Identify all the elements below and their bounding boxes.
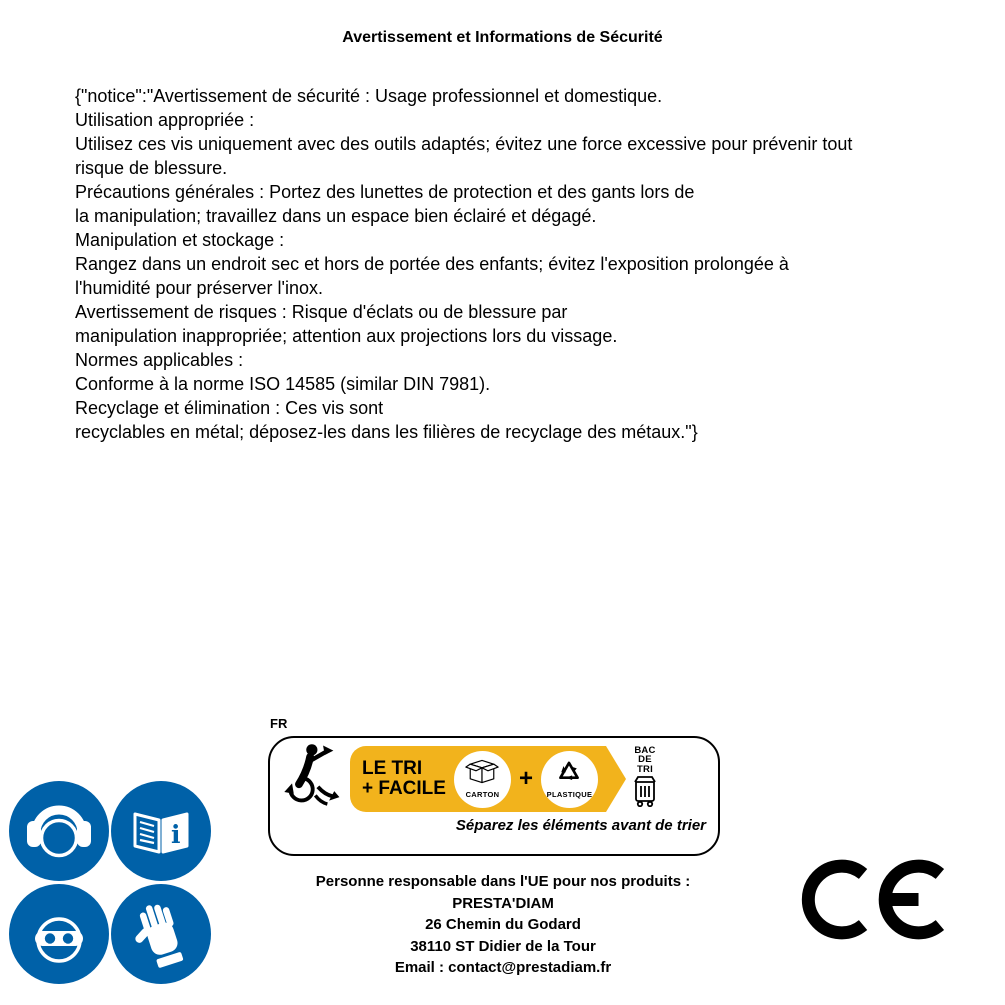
materials-plus-sign: + — [518, 765, 533, 792]
responsible-line: PRESTA'DIAM — [452, 894, 554, 912]
recycling-bin-icon — [632, 774, 658, 812]
responsible-line: 38110 ST Didier de la Tour — [410, 937, 596, 955]
read-manual-icon — [111, 781, 211, 881]
hand-protection-icon — [111, 884, 211, 984]
carton-material — [454, 751, 511, 808]
bac-de-tri-line: TRI — [637, 763, 653, 775]
responsible-line: 26 Chemin du Godard — [425, 916, 581, 933]
notice-line: recyclables en métal; déposez-les dans les filières de recyclage des métaux."} — [75, 422, 698, 442]
notice-line: la manipulation; travaillez dans un espace bien éclairé et dégagé. — [75, 206, 597, 226]
eu-responsible-block — [253, 871, 753, 979]
ce-marking-icon — [800, 853, 950, 951]
info-tri-row — [280, 743, 710, 815]
notice-line: {"notice":"Avertissement de sécurité : Usage professionnel et domestique. — [75, 86, 663, 106]
notice-line: Avertissement de risques : Risque d'éclats ou de blessure par — [75, 302, 568, 322]
triman-icon — [280, 742, 342, 816]
plastique-icon — [555, 759, 583, 789]
bac-de-tri — [632, 746, 658, 813]
notice-line: Conforme à la norme ISO 14585 (similar DIN 7981). — [75, 374, 491, 394]
notice-line: Précautions générales : Portez des lunettes de protection et des gants lors de — [75, 182, 695, 202]
facile-line — [362, 779, 446, 799]
le-tri-facile-logo — [362, 759, 446, 799]
plus-sign: + — [362, 778, 374, 799]
carton-label: CARTON — [465, 790, 500, 799]
notice-line: Utilisation appropriée : — [75, 110, 255, 130]
notice-line: Rangez dans un endroit sec et hors de portée des enfants; évitez l'exposition prolongée à — [75, 254, 789, 274]
le-tri-line: LE TRI — [362, 758, 423, 779]
notice-line: Utilisez ces vis uniquement avec des outils adaptés; évitez une force excessive pour prévenir tout — [75, 134, 853, 154]
responsible-line: Email : contact@prestadiam.fr — [394, 959, 612, 976]
notice-line: manipulation inappropriée; attention aux projections lors du vissage. — [75, 326, 618, 346]
notice-line: l'humidité pour préserver l'inox. — [75, 278, 323, 298]
info-tri-label — [268, 736, 720, 856]
le-tri-facile-band — [350, 746, 606, 812]
facile-label: FACILE — [373, 778, 446, 799]
svg-text:i: i — [171, 820, 181, 849]
responsible-line: Personne responsable dans l'UE pour nos produits : — [315, 873, 691, 890]
bac-de-tri-line: BAC — [634, 744, 656, 756]
bac-de-tri-line: DE — [638, 754, 652, 766]
notice-line: Manipulation et stockage : — [75, 230, 285, 250]
plastique-material — [541, 751, 598, 808]
ear-protection-icon — [9, 781, 109, 881]
notice-line: risque de blessure. — [75, 158, 228, 178]
safety-notice-text — [75, 84, 955, 444]
notice-line: Normes applicables : — [75, 350, 244, 370]
safety-pictograms — [9, 781, 213, 987]
arrow-right-shape — [606, 746, 626, 812]
country-code: FR — [270, 716, 288, 731]
sorting-tagline: Séparez les éléments avant de trier — [455, 817, 706, 834]
notice-line: Recyclage et élimination : Ces vis sont — [75, 398, 384, 418]
carton-icon — [465, 759, 499, 789]
bac-de-tri-text — [634, 746, 655, 775]
plastique-label: PLASTIQUE — [546, 790, 593, 799]
page-title: Avertissement et Informations de Sécurité — [342, 29, 663, 46]
eye-protection-icon — [9, 884, 109, 984]
